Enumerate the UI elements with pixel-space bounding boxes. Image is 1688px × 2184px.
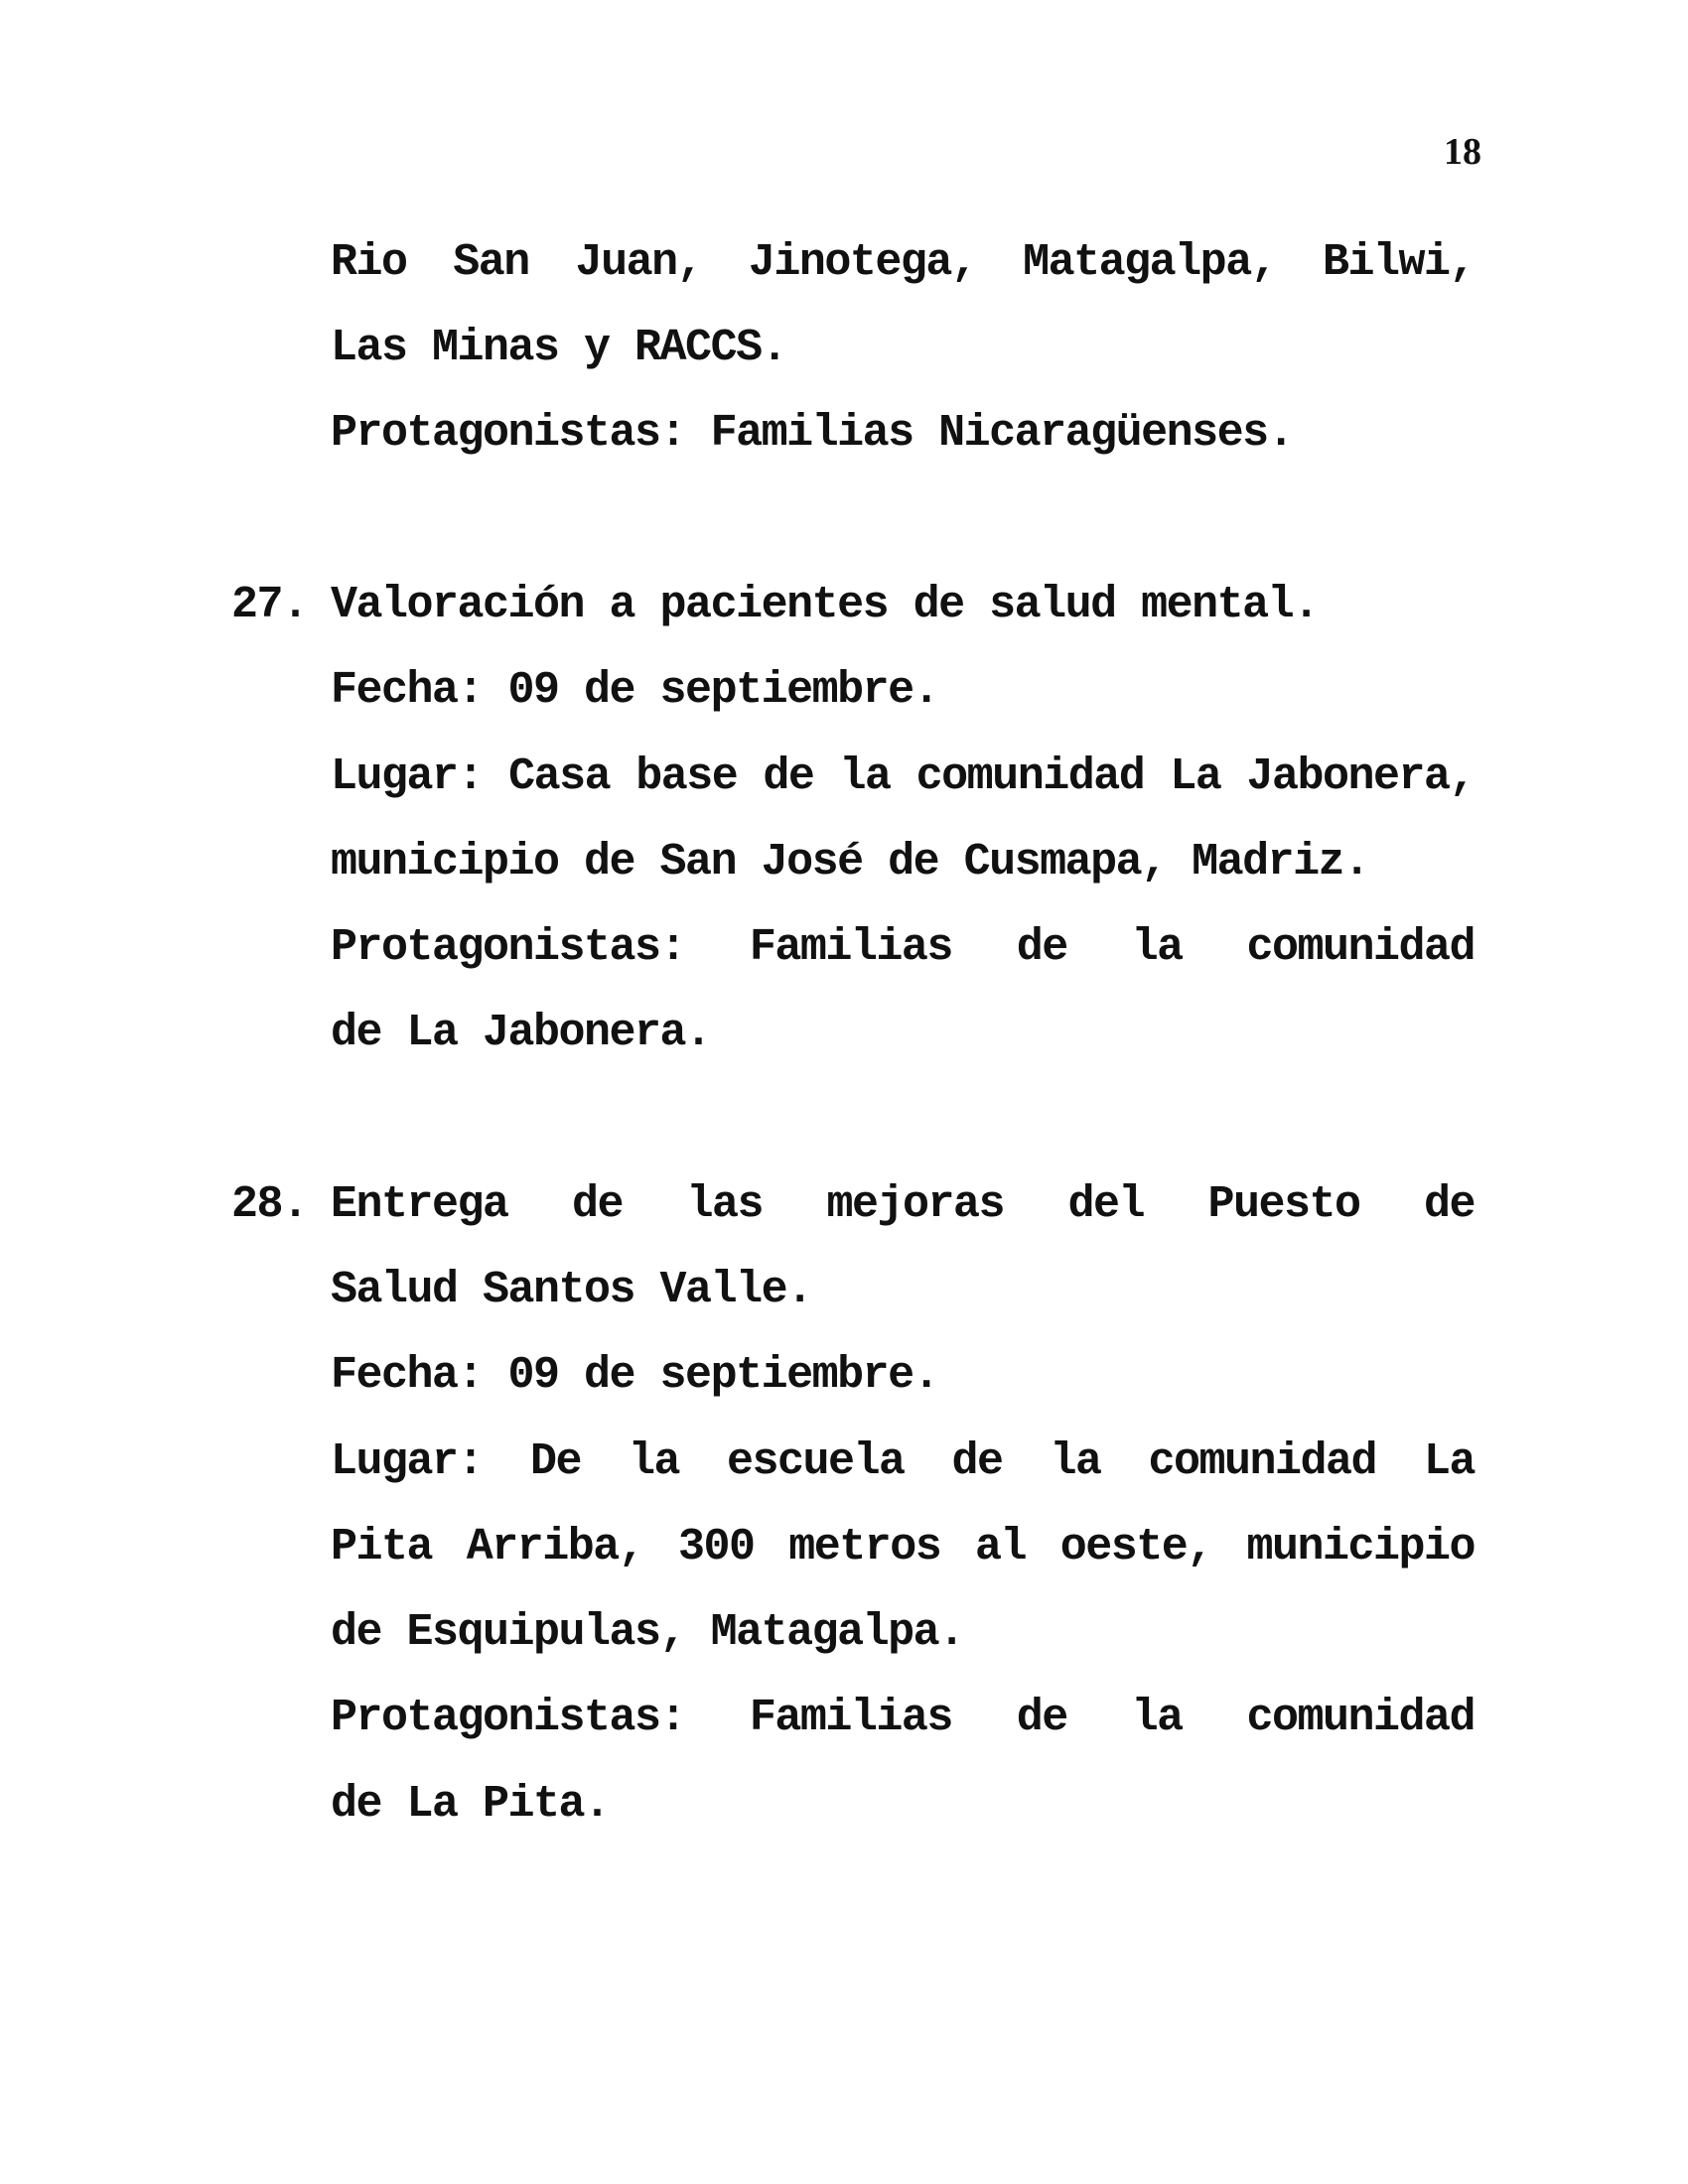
- item-date: Fecha: 09 de septiembre.: [331, 665, 939, 716]
- item-title: Salud Santos Valle.: [331, 1265, 812, 1315]
- text-line: Las Minas y RACCS.: [331, 323, 787, 373]
- page-number: 18: [1444, 131, 1481, 173]
- item-place: Lugar: Casa base de la comunidad La Jabonera,: [331, 751, 1475, 802]
- text-line: Protagonistas: Familias Nicaragüenses.: [331, 408, 1294, 459]
- item-protagonists: de La Jabonera.: [331, 1008, 711, 1058]
- item-title: Entrega de las mejoras del Puesto de: [331, 1179, 1475, 1230]
- item-number: 28.: [231, 1179, 308, 1230]
- item-protagonists: de La Pita.: [331, 1779, 610, 1830]
- item-title: Valoración a pacientes de salud mental.: [331, 580, 1319, 630]
- item-place: Lugar: De la escuela de la comunidad La: [331, 1436, 1475, 1487]
- item-protagonists: Protagonistas: Familias de la comunidad: [331, 1693, 1475, 1743]
- item-date: Fecha: 09 de septiembre.: [331, 1350, 939, 1401]
- item-protagonists: Protagonistas: Familias de la comunidad: [331, 922, 1475, 973]
- item-place: municipio de San José de Cusmapa, Madriz.: [331, 837, 1369, 887]
- item-number: 27.: [231, 580, 308, 630]
- item-place: de Esquipulas, Matagalpa.: [331, 1607, 964, 1658]
- text-line: Rio San Juan, Jinotega, Matagalpa, Bilwi,: [331, 237, 1475, 288]
- item-place: Pita Arriba, 300 metros al oeste, municipio: [331, 1522, 1475, 1572]
